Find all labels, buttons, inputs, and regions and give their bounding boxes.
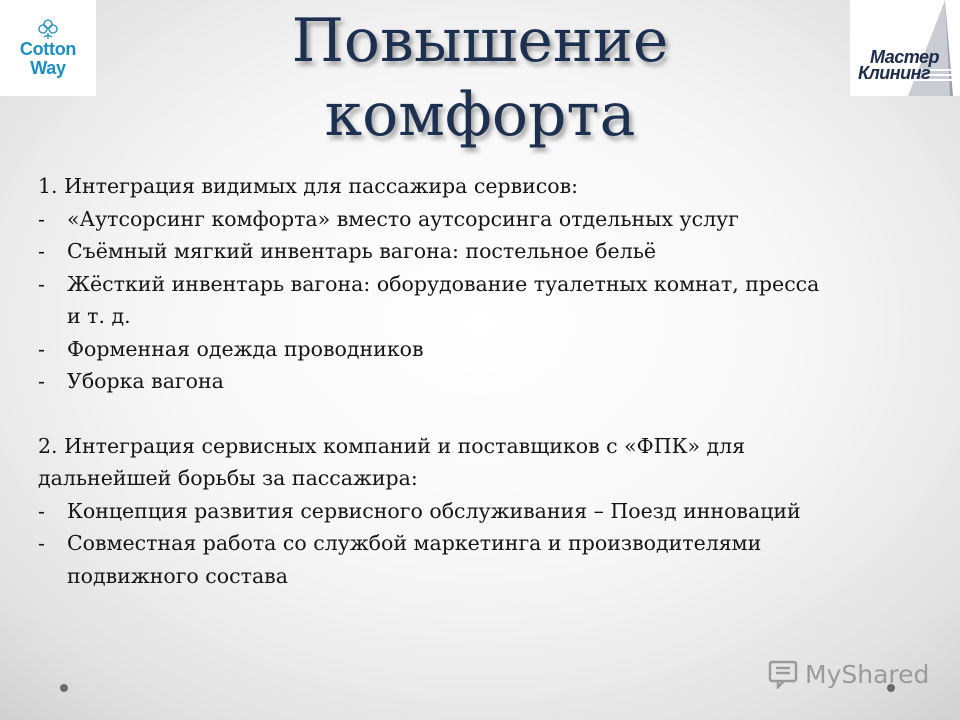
list-dash: - — [38, 498, 45, 523]
master-klining-logo-line2: Клининг — [858, 63, 931, 83]
section2-heading-line1: 2. Интеграция сервисных компаний и поставщиков с «ФПК» для — [38, 433, 746, 458]
list-item-text: Съёмный мягкий инвентарь вагона: постельное бельё — [67, 239, 657, 263]
list-item — [38, 527, 938, 560]
cotton-way-logo-line2: Way — [30, 58, 66, 78]
list-item-text: «Аутсорсинг комфорта» вместо аутсорсинга отдельных услуг — [67, 206, 739, 231]
section1-heading-text: 1. Интеграция видимых для пассажира сервисов: — [38, 174, 579, 198]
list-item — [38, 268, 938, 301]
list-item-text: Совместная работа со службой маркетинга и производителями — [67, 531, 762, 555]
list-item-text: Форменная одежда проводников — [67, 336, 424, 361]
list-item-continuation-text: и т. д. — [67, 304, 131, 328]
cotton-flower-icon — [35, 18, 61, 40]
list-item — [38, 365, 938, 398]
list-dash: - — [38, 271, 45, 296]
slide-title-line1: Повышение — [291, 6, 669, 76]
list-item — [38, 203, 938, 236]
section2-heading-cont — [38, 462, 938, 495]
cotton-way-logo — [0, 0, 96, 96]
slide-title-line2: комфорта — [324, 80, 636, 150]
myshared-logo-icon — [768, 659, 802, 689]
list-dash: - — [38, 206, 45, 231]
list-item — [38, 235, 938, 268]
list-dash: - — [38, 531, 45, 555]
list-item — [38, 333, 938, 366]
section2-heading — [38, 430, 938, 463]
list-dash: - — [38, 239, 45, 263]
list-item-text: Уборка вагона — [67, 369, 224, 393]
section1-heading — [38, 170, 938, 203]
section2-heading-line2: дальнейшей борьбы за пассажира: — [38, 466, 418, 490]
list-item-continuation — [38, 560, 938, 593]
slide-dot-left — [60, 684, 68, 692]
section-spacer — [38, 398, 938, 430]
slide-title — [180, 4, 780, 152]
cotton-way-logo-line1: Cotton — [19, 39, 77, 59]
list-dash: - — [38, 369, 45, 393]
list-item-continuation-text: подвижного состава — [67, 563, 288, 588]
myshared-watermark-text: MyShared — [805, 659, 930, 689]
list-item-text: Жёсткий инвентарь вагона: оборудование туалетных комнат, пресса — [67, 271, 820, 296]
slide-body — [38, 170, 938, 592]
myshared-watermark — [768, 657, 929, 691]
master-klining-logo — [850, 0, 960, 96]
master-klining-logo-line1: Мастер — [870, 47, 940, 67]
list-item-text: Концепция развития сервисного обслуживания – Поезд инноваций — [67, 498, 801, 523]
list-dash: - — [38, 336, 45, 361]
list-item — [38, 495, 938, 528]
list-item-continuation — [38, 300, 938, 333]
